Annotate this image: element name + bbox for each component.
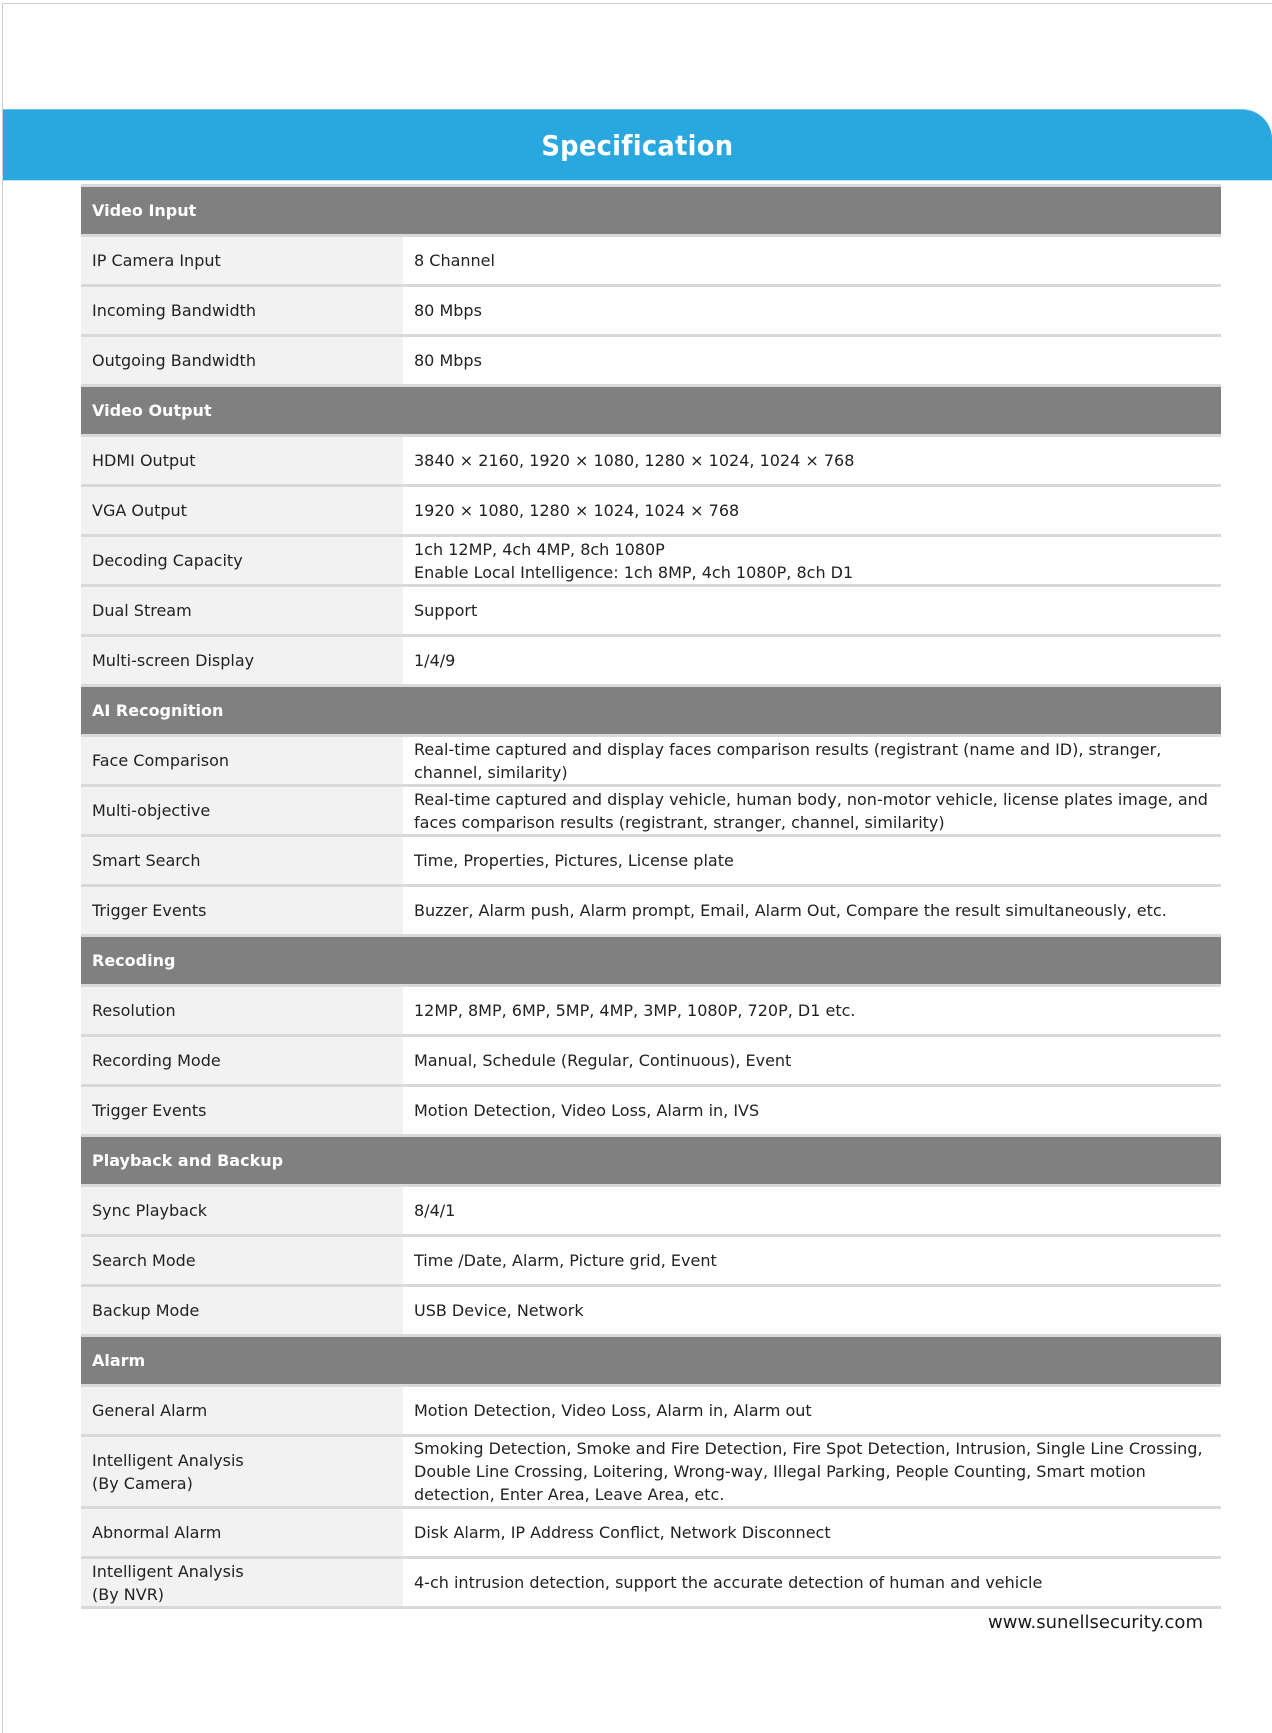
spec-value: Real-time captured and display vehicle, human body, non-motor vehicle, license plates image, and faces comparison results (registrant, stranger, channel, similarity) (403, 786, 1221, 836)
spec-label: Dual Stream (81, 586, 403, 636)
spec-table-body (81, 186, 1221, 1608)
spec-value: Time, Properties, Pictures, License plate (403, 836, 1221, 886)
spec-row (81, 1286, 1221, 1336)
spec-row (81, 1036, 1221, 1086)
section-header-row (81, 1136, 1221, 1186)
spec-row (81, 436, 1221, 486)
section-title: Alarm (81, 1336, 1221, 1386)
spec-table (81, 184, 1221, 1609)
spec-label: Sync Playback (81, 1186, 403, 1236)
spec-row (81, 1436, 1221, 1508)
spec-label: Multi-objective (81, 786, 403, 836)
spec-row (81, 1236, 1221, 1286)
spec-value: Time /Date, Alarm, Picture grid, Event (403, 1236, 1221, 1286)
spec-value: Real-time captured and display faces comparison results (registrant (name and ID), stranger, channel, similarity) (403, 736, 1221, 786)
spec-value: Buzzer, Alarm push, Alarm prompt, Email, Alarm Out, Compare the result simultaneously, etc. (403, 886, 1221, 936)
spec-label: Multi-screen Display (81, 636, 403, 686)
footer-website-url[interactable]: www.sunellsecurity.com (988, 1612, 1203, 1633)
spec-label: Intelligent Analysis (By NVR) (81, 1558, 403, 1608)
spec-label: Intelligent Analysis (By Camera) (81, 1436, 403, 1508)
spec-value: 12MP, 8MP, 6MP, 5MP, 4MP, 3MP, 1080P, 720P, D1 etc. (403, 986, 1221, 1036)
spec-row (81, 586, 1221, 636)
spec-label: Backup Mode (81, 1286, 403, 1336)
spec-value: 8 Channel (403, 236, 1221, 286)
section-header-row (81, 686, 1221, 736)
spec-label: Search Mode (81, 1236, 403, 1286)
spec-value: 80 Mbps (403, 286, 1221, 336)
spec-row (81, 336, 1221, 386)
spec-value: 8/4/1 (403, 1186, 1221, 1236)
spec-value: Support (403, 586, 1221, 636)
spec-row (81, 636, 1221, 686)
spec-label: Incoming Bandwidth (81, 286, 403, 336)
spec-label: Face Comparison (81, 736, 403, 786)
section-title: AI Recognition (81, 686, 1221, 736)
spec-value: 3840 × 2160, 1920 × 1080, 1280 × 1024, 1024 × 768 (403, 436, 1221, 486)
spec-label: VGA Output (81, 486, 403, 536)
page-title: Specification (541, 128, 734, 162)
spec-label: General Alarm (81, 1386, 403, 1436)
spec-value: Smoking Detection, Smoke and Fire Detection, Fire Spot Detection, Intrusion, Single Line Crossing, Double Line Crossing, Loitering, Wrong-way, Illegal Parking, People Counting, Smart motion detection, Enter Area, Leave Area, etc. (403, 1436, 1221, 1508)
section-title: Video Output (81, 386, 1221, 436)
section-title: Playback and Backup (81, 1136, 1221, 1186)
section-header-row (81, 386, 1221, 436)
spec-label: IP Camera Input (81, 236, 403, 286)
section-header-row (81, 936, 1221, 986)
spec-row (81, 886, 1221, 936)
section-title: Video Input (81, 186, 1221, 236)
spec-row (81, 536, 1221, 586)
spec-row (81, 236, 1221, 286)
spec-row (81, 986, 1221, 1036)
spec-value: Manual, Schedule (Regular, Continuous), Event (403, 1036, 1221, 1086)
spec-label: Trigger Events (81, 886, 403, 936)
spec-label: Outgoing Bandwidth (81, 336, 403, 386)
section-header-row (81, 1336, 1221, 1386)
spec-label: Trigger Events (81, 1086, 403, 1136)
spec-row (81, 736, 1221, 786)
spec-value: Motion Detection, Video Loss, Alarm in, IVS (403, 1086, 1221, 1136)
spec-label: Decoding Capacity (81, 536, 403, 586)
section-header-row (81, 186, 1221, 236)
section-title: Recoding (81, 936, 1221, 986)
spec-label: Smart Search (81, 836, 403, 886)
spec-value: Motion Detection, Video Loss, Alarm in, Alarm out (403, 1386, 1221, 1436)
spec-value: 1/4/9 (403, 636, 1221, 686)
spec-value: 1920 × 1080, 1280 × 1024, 1024 × 768 (403, 486, 1221, 536)
spec-label: HDMI Output (81, 436, 403, 486)
spec-row (81, 1558, 1221, 1608)
spec-row (81, 286, 1221, 336)
spec-value: 4-ch intrusion detection, support the accurate detection of human and vehicle (403, 1558, 1221, 1608)
spec-row (81, 1186, 1221, 1236)
spec-row (81, 836, 1221, 886)
spec-row (81, 1086, 1221, 1136)
spec-value: 80 Mbps (403, 336, 1221, 386)
spec-row (81, 786, 1221, 836)
spec-value: USB Device, Network (403, 1286, 1221, 1336)
spec-row (81, 486, 1221, 536)
spec-row (81, 1508, 1221, 1558)
spec-value: 1ch 12MP, 4ch 4MP, 8ch 1080P Enable Local Intelligence: 1ch 8MP, 4ch 1080P, 8ch D1 (403, 536, 1221, 586)
spec-label: Abnormal Alarm (81, 1508, 403, 1558)
spec-label: Recording Mode (81, 1036, 403, 1086)
title-banner (3, 109, 1272, 181)
spec-label: Resolution (81, 986, 403, 1036)
spec-value: Disk Alarm, IP Address Conflict, Network Disconnect (403, 1508, 1221, 1558)
spec-row (81, 1386, 1221, 1436)
